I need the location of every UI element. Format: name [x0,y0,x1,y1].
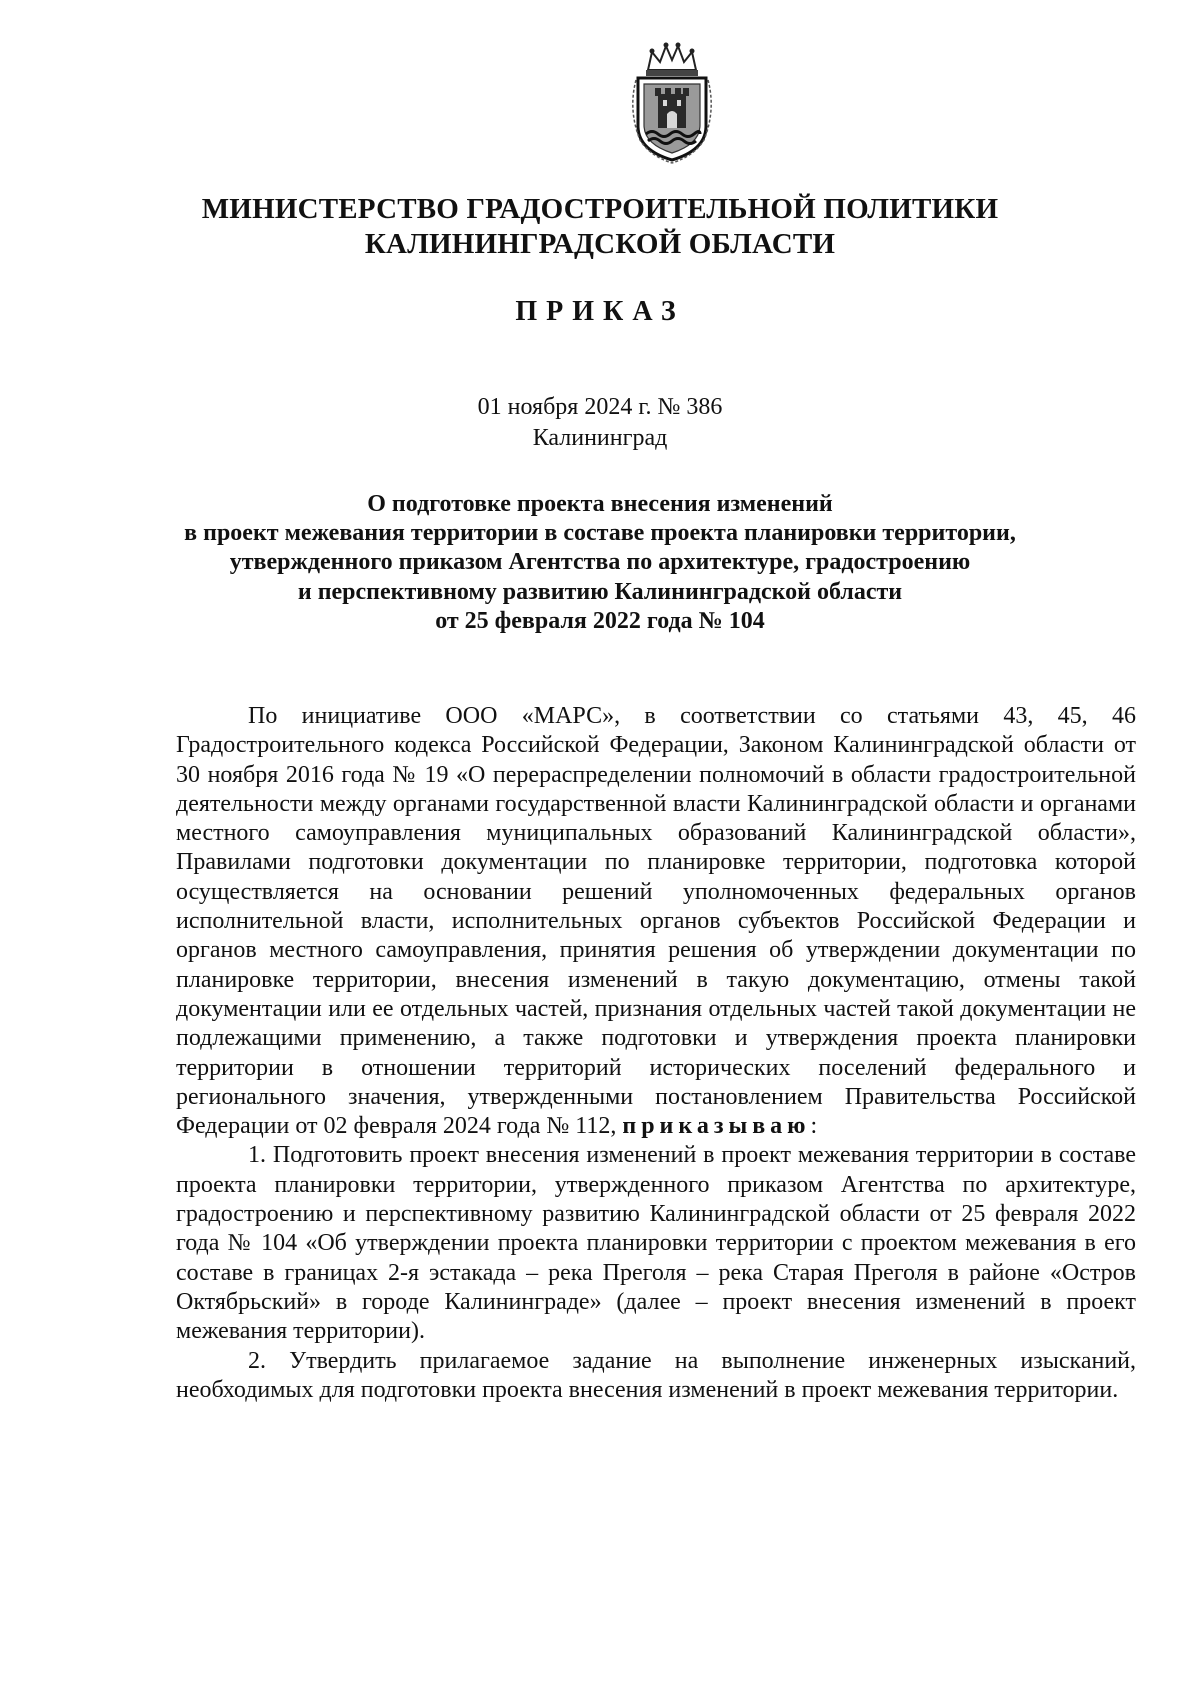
order-item-1: 1. Подготовить проект внесения изменений в проект межевания территории в составе проекта планировки территории, утвержденного приказом Агентства по архитектуре, градостроению и перспективному развитию Калининградской области от 25 февраля 2022 года № 104 «Об утверждении проекта планировки территории с проектом межевания в его составе в границах 2-я эстакада – река Преголя – река Старая Преголя в районе «Остров Октябрьский» в городе Калининграде» (далее – проект внесения изменений в проект межевания территории). [176,1142,1136,1345]
order-city: Калининград [532,425,668,451]
subject-line-4: и перспективному развитию Калининградской области [297,578,903,605]
ministry-name [0,192,1200,262]
subject-line-1: О подготовке проекта внесения изменений [367,491,833,517]
subject-line-2: в проект межевания территории в составе проекта планировки территории, [184,520,1016,547]
coat-of-arms-emblem [628,40,716,164]
order-item-2: 2. Утвердить прилагаемое задание на выполнение инженерных изысканий, необходимых для подготовки проекта внесения изменений в проект межевания территории. [176,1347,1136,1403]
order-body [176,702,1136,1405]
decree-colon: : [810,1113,818,1140]
decree-word: приказываю [622,1113,811,1140]
document-type-heading: ПРИКАЗ [515,296,685,327]
subject-line-3: утвержденного приказом Агентства по архитектуре, градостроению [229,549,971,576]
ministry-name-line-1: МИНИСТЕРСТВО ГРАДОСТРОИТЕЛЬНОЙ ПОЛИТИКИ [201,193,999,225]
preamble-paragraph [176,702,1136,1141]
order-date-number: 01 ноября 2024 г. № 386 [477,394,723,420]
subject-line-5: от 25 февраля 2022 года № 104 [435,607,765,634]
order-subject [150,490,1050,636]
ministry-name-line-2: КАЛИНИНГРАДСКОЙ ОБЛАСТИ [364,228,836,260]
preamble-text: По инициативе ООО «МАРС», в соответствии со статьями 43, 45, 46 Градостроительного кодекса Российской Федерации, Законом Калининградской области от 30 ноября 2016 года № 19 «О перераспределении полномочий в области градостроительной деятельности между органами государственной власти Калининградской области и органами местного самоуправления муниципальных образований Калининградской области», Правилами подготовки документации по планировке территории, подготовка которой осуществляется на основании решений уполномоченных федеральных органов исполнительной власти, исполнительных органов субъектов Российской Федерации и органов местного самоуправления, принятия решения об утверждении документации по планировке территории, внесения изменений в такую документацию, отмены такой документации или ее отдельных частей, признания отдельных частей такой документации не подлежащими применению, а также подготовки и утверждения проекта планировки территории в отношении территорий исторических поселений федерального и регионального значения, утвержденными постановлением Правительства Российской Федерации от 02 февраля 2024 года № 112, [176,703,1136,1140]
